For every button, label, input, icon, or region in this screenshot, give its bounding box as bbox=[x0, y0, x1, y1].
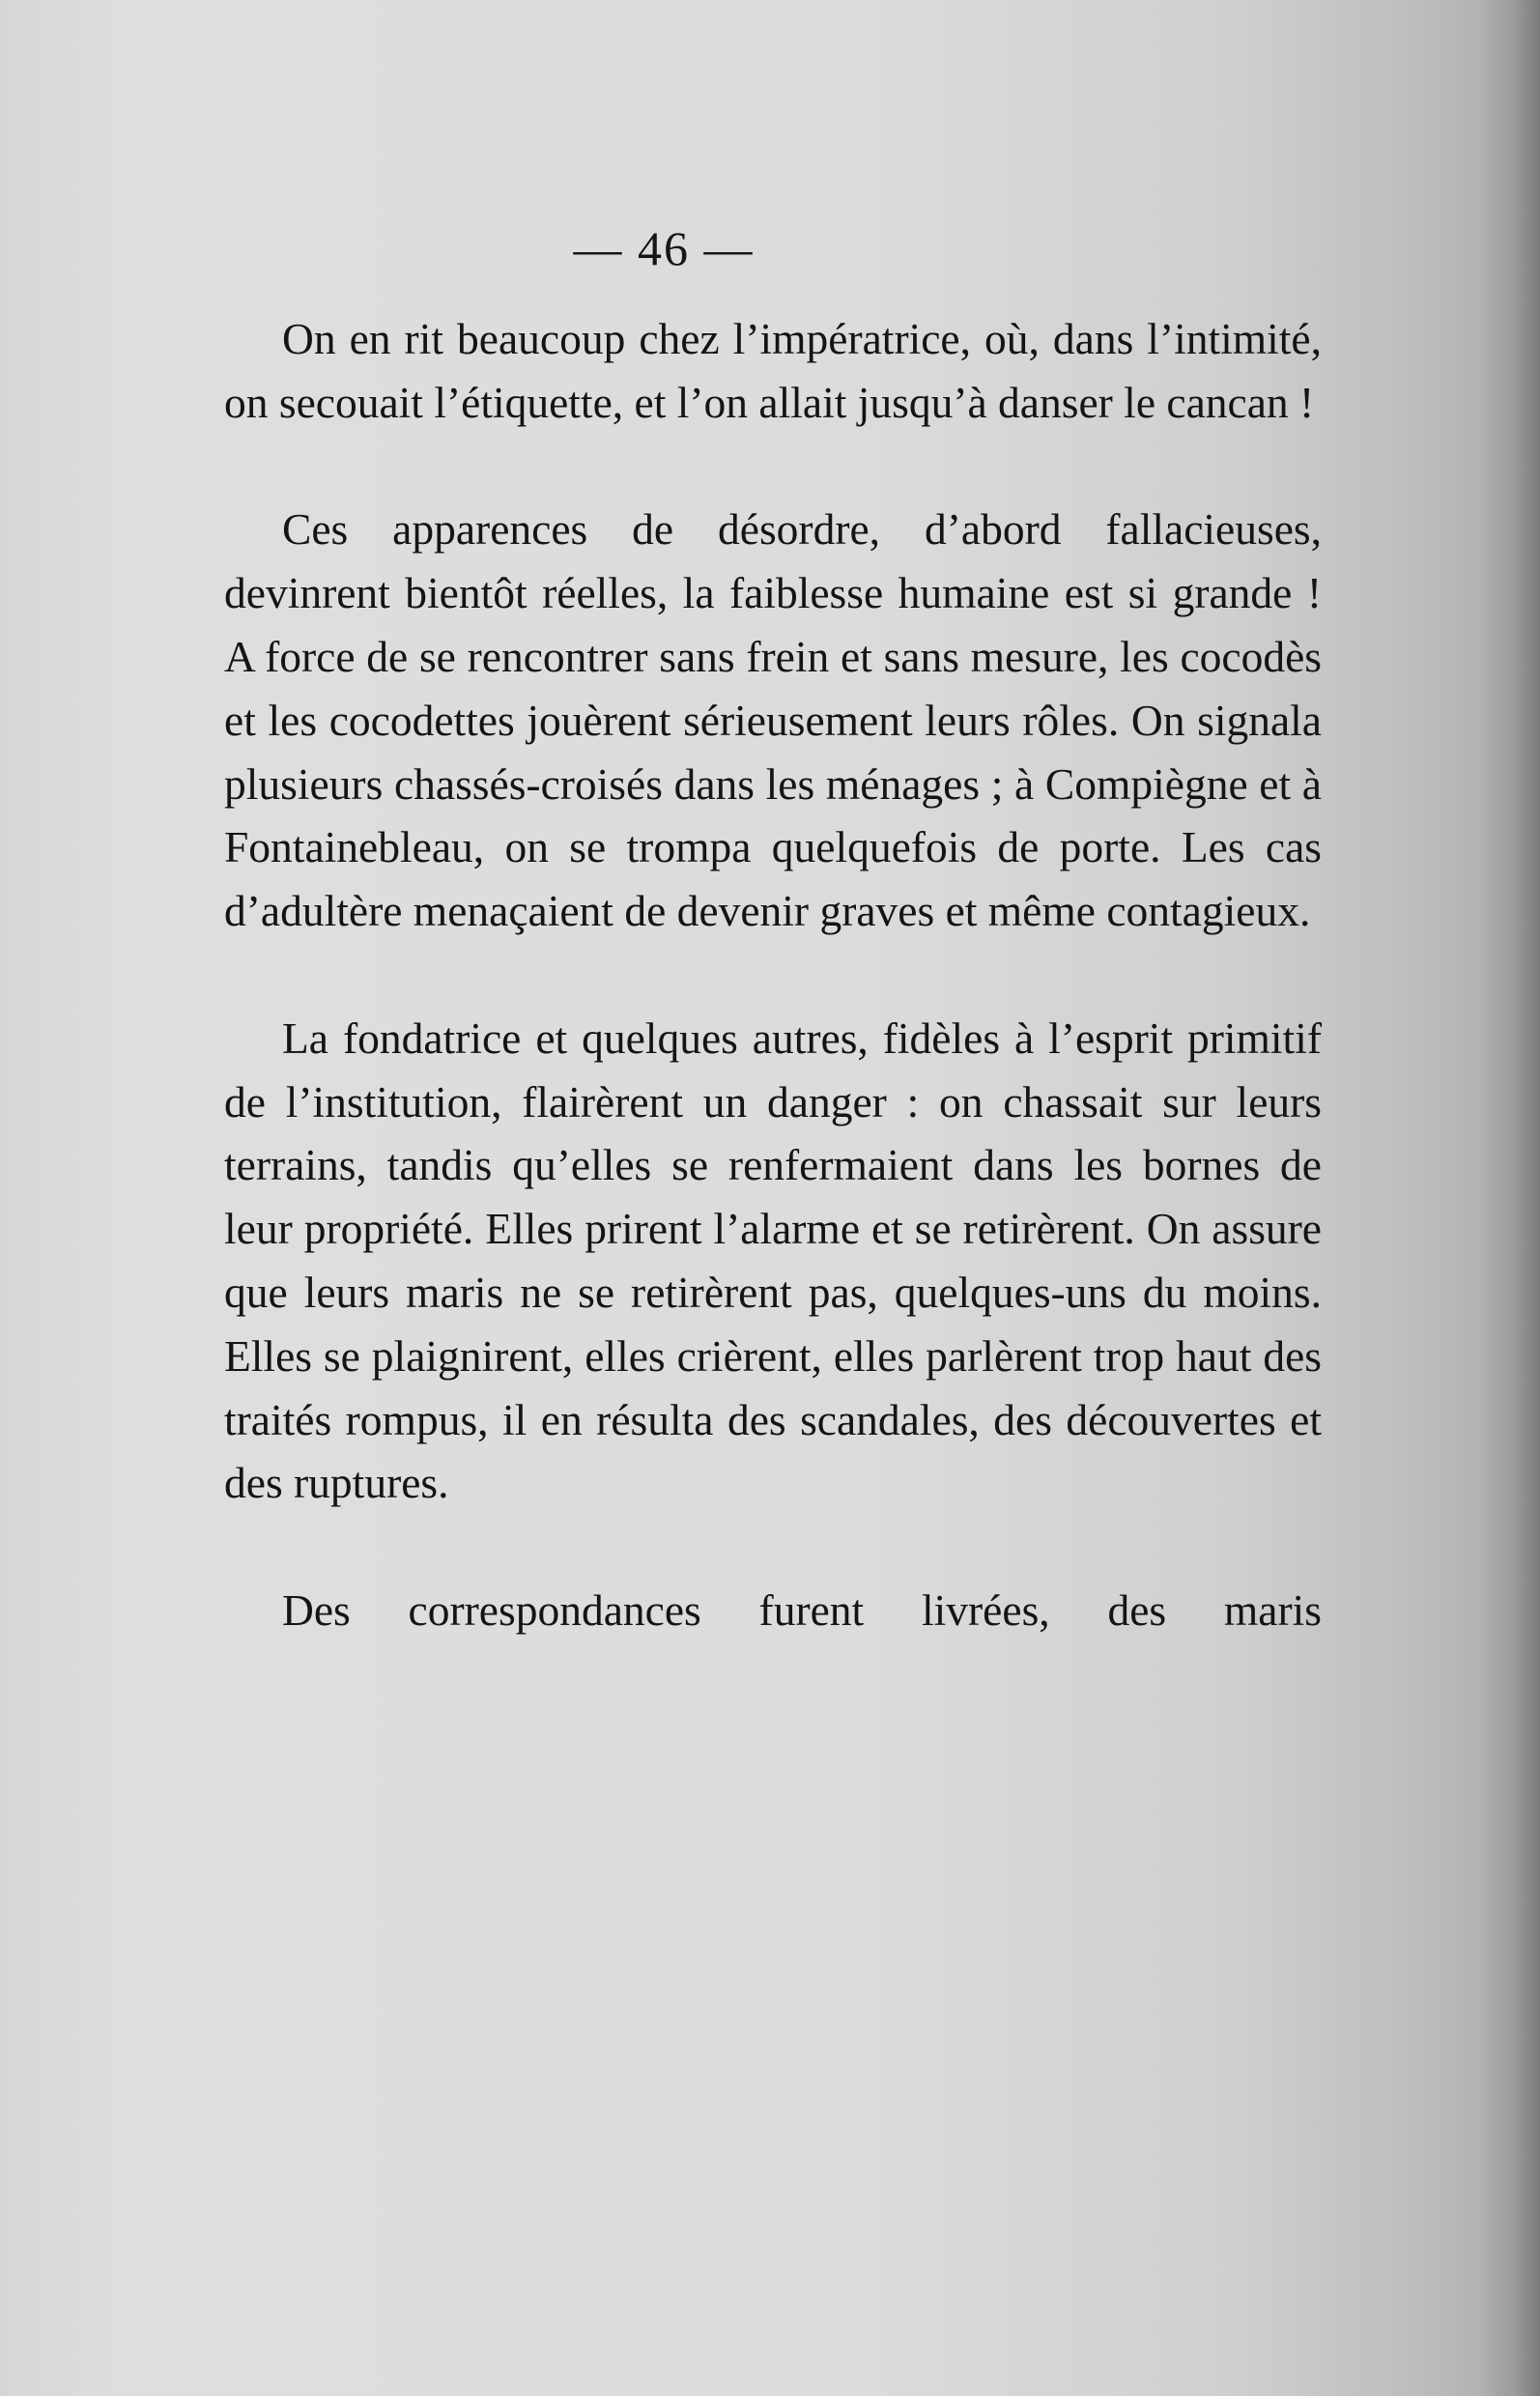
paragraph-3: La fondatrice et quelques autres, fidèles à l’esprit primitif de l’institution, flairèrent un danger : on chassait sur leurs terrains, tandis qu’elles se renfermaient dans les bornes de leur propriété. Elles prirent l’alarme et se retirèrent. On assure que leurs maris ne se retirèrent pas, quelques-uns du moins. Elles se plaignirent, elles crièrent, elles parlèrent trop haut des traités rompus, il en résulta des scandales, des découvertes et des ruptures. bbox=[224, 1013, 1322, 1508]
paragraph-4: Des correspondances furent livrées, des maris bbox=[282, 1584, 1322, 1635]
page-fold-shadow bbox=[1478, 0, 1540, 2396]
paragraph-1: On en rit beaucoup chez l’impératrice, où, dans l’intimité, on secouait l’étiquette, et l’on allait jusqu’à danser le cancan ! bbox=[224, 314, 1322, 427]
body-text bbox=[224, 307, 1322, 1642]
page-number: — 46 — bbox=[573, 221, 755, 275]
paragraph-2: Ces apparences de désordre, d’abord fallacieuses, devinrent bientôt réelles, la faiblesse humaine est si grande ! A force de se rencontrer sans frein et sans mesure, les cocodès et les cocodettes jouèrent sérieusement leurs rôles. On signala plusieurs chassés-croisés dans les ménages ; à Compiègne et à Fontainebleau, on se trompa quelquefois de porte. Les cas d’adultère menaçaient de devenir graves et même contagieux. bbox=[224, 504, 1322, 936]
